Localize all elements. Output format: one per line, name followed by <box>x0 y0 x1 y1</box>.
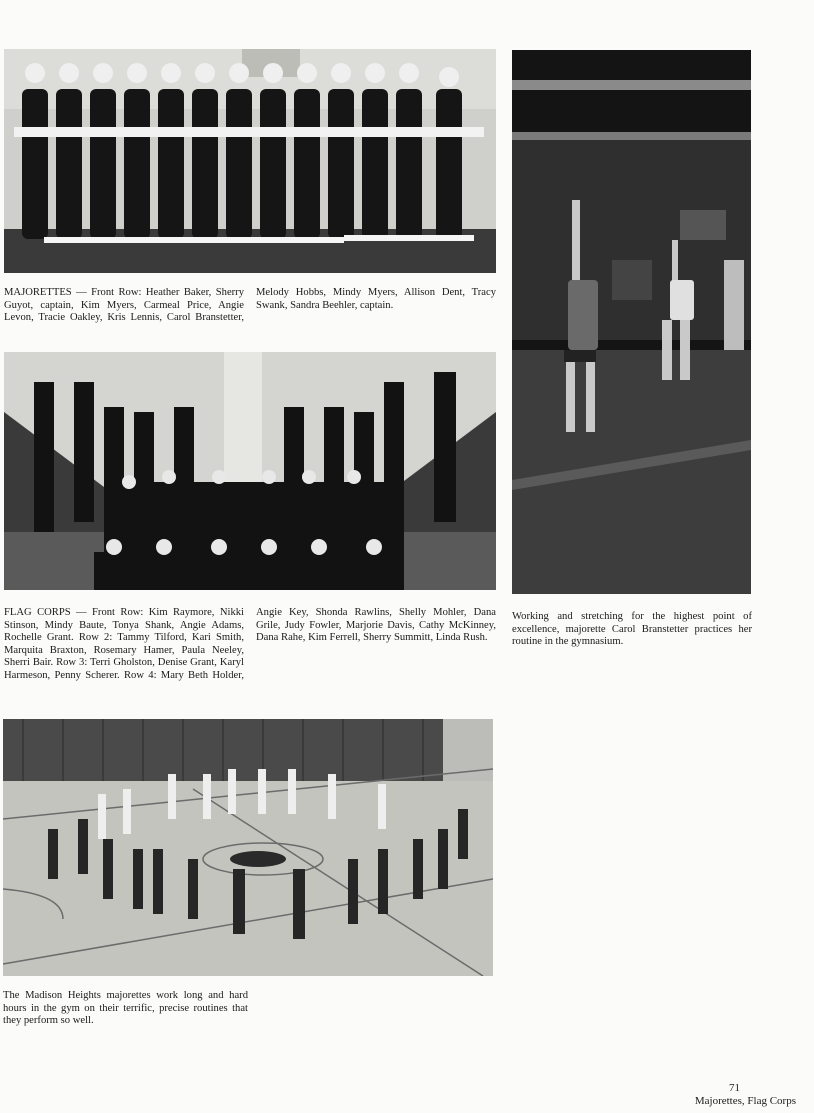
gym-practice-photo <box>3 719 493 976</box>
gym-caption: The Madison Heights majorettes work long and hard hours in the gym on their terrific, precise routines that they perform so well. <box>3 990 248 1027</box>
flag-corps-group-photo <box>4 352 496 590</box>
majorette-stretching-photo <box>512 50 751 594</box>
stretching-caption: Working and stretching for the highest point of excellence, majorette Carol Branstetter practices her routine in the gymnasium. <box>512 611 752 648</box>
page-number: 71 <box>729 1082 740 1094</box>
majorettes-group-photo <box>4 49 496 273</box>
majorettes-caption: MAJORETTES — Front Row: Heather Baker, Sherry Guyot, captain, Kim Myers, Carmeal Price, Angie Levon, Tracie Oakley, Kris Lennis, Carol Branstetter, Melody Hobbs, Mindy Myers, Allison Dent, Tracy Swank, Sandra Beehler, captain. <box>4 287 496 324</box>
flag-corps-caption: FLAG CORPS — Front Row: Kim Raymore, Nikki Stinson, Mindy Baute, Tonya Shank, Angie Adams, Rochelle Grant. Row 2: Tammy Tilford, Kari Smith, Marquita Braxton, Rosemary Hamer, Paula Neeley, Sherri Bair. Row 3: Terri Gholston, Denise Grant, Karyl Harmeson, Penny Scherer. Row 4: Mary Beth Holder, Angie Key, Shonda Rawlins, Shelly Mohler, Dana Grile, Judy Fowler, Marjorie Davis, Cathy McKinney, Dana Rahe, Kim Ferrell, Sherry Summitt, Linda Rush. <box>4 607 496 681</box>
page-footer <box>695 1082 796 1108</box>
section-title: Majorettes, Flag Corps <box>694 1095 796 1107</box>
